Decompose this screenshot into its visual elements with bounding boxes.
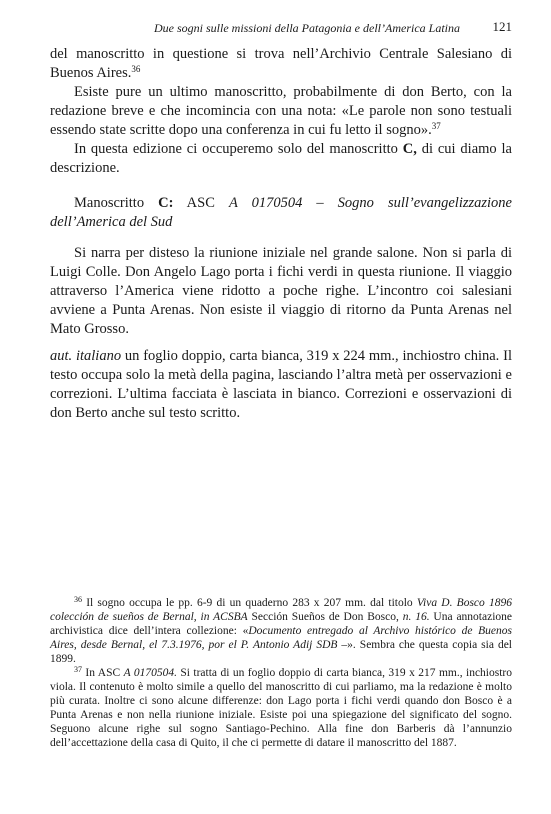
footnote-ref-36[interactable]: 36 <box>131 64 141 74</box>
autograph-label: aut. italiano <box>50 348 122 364</box>
paragraph-description <box>50 347 512 423</box>
page-number: 121 <box>492 19 512 34</box>
footnote-text: –». Sembra che questa copia sia del 1899. <box>50 639 512 665</box>
section-heading <box>50 194 512 232</box>
manuscript-letter: C, <box>402 141 417 157</box>
paragraph-last-manuscript <box>50 83 512 140</box>
footnote-text: Si tratta di un foglio doppio di carta bianca, 319 x 217 mm., inchiostro viola. Il contenuto è molto simile a quello del manoscritto di cui parliamo, ma la redazione è molto più curata. Inoltre ci sono alcune differenze: don Lago porta i fichi verdi quando don Bosco è a Punta Arenas e non nella riunione iniziale. Esiste poi una spiegazione del significato del sogno. Seguono alcune righe sul sogno Santiago-Pechino. Alla fine don Barberis dà l’annunzio dell’accettazione della casa di Quito, il che ci permette di datare il manoscritto del 1887. <box>50 667 512 749</box>
paragraph-summary <box>50 244 512 339</box>
footnote-text: In ASC <box>82 667 124 679</box>
footnotes <box>50 596 512 750</box>
footnote-37 <box>50 666 512 750</box>
paragraph-text: Si narra per disteso la riunione iniziale nel grande salone. Non si parla di Luigi Colle. Don Angelo Lago porta i fichi verdi in questa riunione. Il viaggio attraverso l’America viene ridotto a poche righe. L’incontro coi salesiani avviene a Punta Arenas. Non esiste il viaggio di ritorno da Punta Arenas nel Mato Grosso. <box>50 245 512 337</box>
paragraph-text: del manoscritto in questione si trova nell’Archivio Centrale Salesiano di Buenos Aires. <box>50 46 512 81</box>
heading-code: A 0170504 <box>228 195 303 211</box>
heading-title: Sogno sull’evangelizzazione dell’America del Sud <box>50 195 512 230</box>
paragraph-text: In questa edizione ci occuperemo solo del manoscritto <box>74 141 403 157</box>
heading-separator: – <box>302 195 338 211</box>
footnote-italic: A 0170504. <box>123 667 177 679</box>
paragraph-edition <box>50 140 512 178</box>
running-head-title: Due sogni sulle missioni della Patagonia e dell’America Latina <box>154 21 460 35</box>
footnote-text: Sección Sueños de Don Bosco, <box>247 611 403 623</box>
footnote-italic: Viva D. Bosco 1896 colección de sueños de Bernal, in ACSBA <box>50 597 512 623</box>
footnote-mark: 36 <box>74 595 82 604</box>
footnote-mark: 37 <box>74 665 82 674</box>
paragraph-text: un foglio doppio, carta bianca, 319 x 224 mm., inchiostro china. Il testo occupa solo la metà della pagina, lasciando l’altra metà per osservazioni e correzioni. L’ultima facciata è lasciata in bianco. Correzioni e osservazioni di don Berto anche sul testo scritto. <box>50 348 512 421</box>
running-head <box>50 19 512 39</box>
heading-manuscript-letter: C: <box>158 195 174 211</box>
heading-archive: ASC <box>173 195 229 211</box>
paragraph-continuation <box>50 45 512 83</box>
paragraph-text: Esiste pure un ultimo manoscritto, probabilmente di don Berto, con la redazione breve e che incomincia con una nota: «Le parole non sono testuali essendo state scritte dopo una conferenza in cui fu letto il sogno». <box>50 84 512 138</box>
footnote-ref-37[interactable]: 37 <box>431 121 441 131</box>
footnote-text: Una annotazione archivistica dice dell’intera collezione: « <box>50 611 513 637</box>
main-text <box>50 45 512 423</box>
paragraph-text: di cui diamo la descrizione. <box>50 141 512 176</box>
footnote-text: Il sogno occupa le pp. 6-9 di un quaderno 283 x 207 mm. dal titolo <box>82 597 417 609</box>
footnote-36 <box>50 596 512 666</box>
heading-lead: Manoscritto <box>74 195 159 211</box>
footnote-italic: n. 16. <box>402 611 430 623</box>
footnote-italic: Documento entregado al Archivo histórico de Buenos Aires, desde Bernal, el 7.3.1976, por el P. Antonio Adij SDB <box>50 625 513 651</box>
